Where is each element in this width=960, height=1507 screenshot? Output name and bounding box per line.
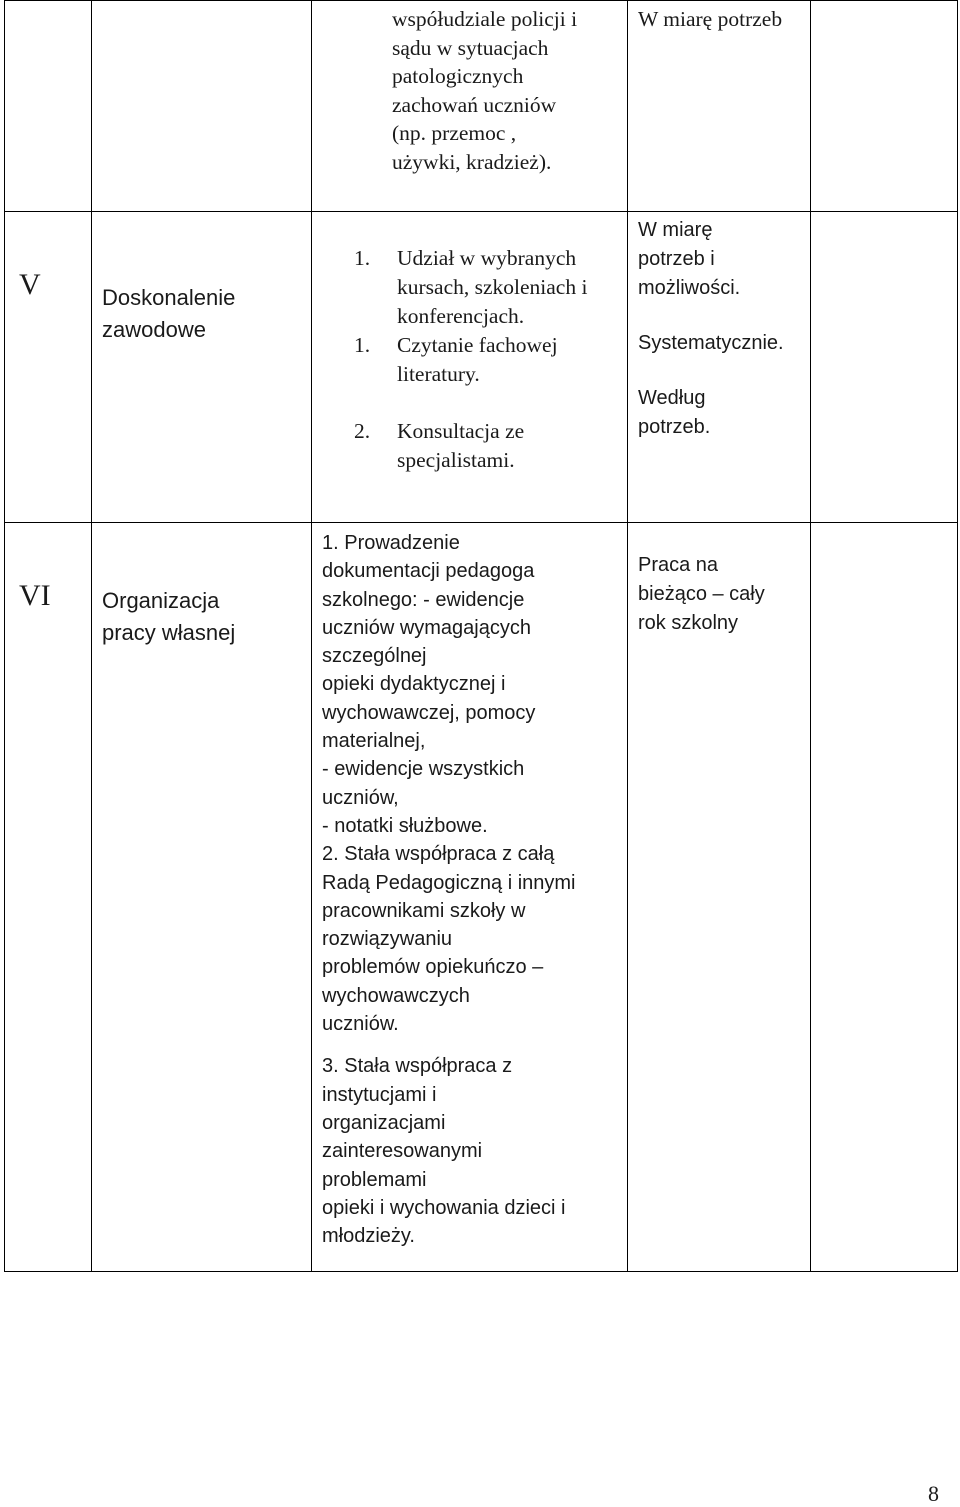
task-line: uczniów.	[322, 1013, 399, 1036]
task-line: zachowań uczniów	[392, 92, 557, 117]
task-line: patologicznych	[392, 64, 524, 88]
term-line: Systematycznie.	[638, 332, 784, 354]
row-number: V	[19, 268, 41, 301]
task-line: (np. przemoc ,	[392, 121, 517, 145]
list-item	[354, 417, 627, 475]
task-line: opieki dydaktycznej i	[322, 673, 506, 696]
task-line: dokumentacji pedagoga	[322, 560, 535, 583]
task-line: Udział w wybranych	[397, 246, 577, 270]
page-number: 8	[928, 1481, 939, 1506]
task-line: Radą Pedagogiczną i innymi	[322, 871, 576, 894]
tasks-cell	[312, 212, 628, 523]
task-line: literatury.	[397, 362, 480, 386]
item-number: 1.	[354, 333, 371, 357]
term-line: W miarę potrzeb	[638, 7, 783, 31]
term-cell	[628, 212, 811, 523]
term-cell	[628, 1, 811, 212]
notes-cell	[811, 523, 958, 1272]
list-spacer	[354, 389, 627, 417]
term-line: W miarę	[638, 219, 713, 241]
task-line: uczniów wymagających	[322, 616, 531, 639]
area-line: pracy własnej	[102, 620, 236, 645]
task-line: zainteresowanymi	[322, 1140, 483, 1163]
task-line: materialnej,	[322, 730, 426, 753]
task-line: kursach, szkoleniach i	[397, 275, 588, 299]
area-line: Doskonalenie	[102, 285, 236, 310]
task-line: pracownikami szkoły w	[322, 899, 526, 922]
list-item	[354, 331, 627, 389]
term-line: potrzeb i	[638, 248, 715, 270]
task-line: problemami	[322, 1168, 427, 1191]
task-line: rozwiązywaniu	[322, 928, 453, 951]
term-line: rok szkolny	[638, 612, 739, 634]
task-line: szkolnego: - ewidencje	[322, 588, 525, 611]
row-number-cell	[5, 212, 92, 523]
task-line: 1. Prowadzenie	[322, 532, 460, 554]
area-cell	[92, 1, 312, 212]
term-line: możliwości.	[638, 277, 741, 299]
task-line: uczniów,	[322, 786, 399, 809]
area-line: zawodowe	[102, 317, 206, 342]
task-line: sądu w sytuacjach	[392, 35, 549, 60]
area-cell	[92, 212, 312, 523]
table-row	[5, 1, 958, 212]
tasks-cell	[312, 1, 628, 212]
task-line: wychowawczych	[322, 984, 470, 1007]
table-row	[5, 212, 958, 523]
notes-cell	[811, 1, 958, 212]
task-line: - notatki służbowe.	[322, 814, 488, 837]
task-line: specjalistami.	[397, 448, 515, 472]
term-line: bieżąco – cały	[638, 583, 765, 605]
list-item	[354, 244, 627, 331]
area-line: Organizacja	[102, 588, 220, 613]
area-cell	[92, 523, 312, 1272]
notes-cell	[811, 212, 958, 523]
row-number: VI	[19, 579, 51, 612]
row-number-cell	[5, 523, 92, 1272]
table-row	[5, 523, 958, 1272]
task-line: organizacjami	[322, 1111, 446, 1134]
task-line: używki, kradzież).	[392, 149, 552, 174]
task-line: problemów opiekuńczo –	[322, 956, 544, 979]
task-list	[354, 244, 627, 475]
task-line: młodzieży.	[322, 1225, 415, 1248]
term-line: potrzeb.	[638, 416, 711, 438]
task-line: konferencjach.	[397, 304, 525, 328]
plan-table	[4, 0, 958, 1272]
task-line: - ewidencje wszystkich	[322, 758, 525, 781]
task-line: Konsultacja ze	[397, 419, 525, 443]
task-line: wychowawczej, pomocy	[322, 701, 536, 724]
item-number: 2.	[354, 419, 371, 443]
task-line: szczególnej	[322, 645, 427, 668]
task-line: Czytanie fachowej	[397, 333, 558, 357]
task-line: opieki i wychowania dzieci i	[322, 1196, 566, 1219]
task-line: instytucjami i	[322, 1083, 437, 1106]
term-cell	[628, 523, 811, 1272]
row-number-cell	[5, 1, 92, 212]
tasks-cell	[312, 523, 628, 1272]
task-line: 3. Stała współpraca z	[322, 1055, 513, 1078]
task-line: współudziale policji i	[392, 7, 578, 31]
term-line: Praca na	[638, 554, 719, 576]
item-number: 1.	[354, 246, 371, 270]
task-line: 2. Stała współpraca z całą	[322, 843, 555, 866]
term-line: Według	[638, 387, 706, 409]
